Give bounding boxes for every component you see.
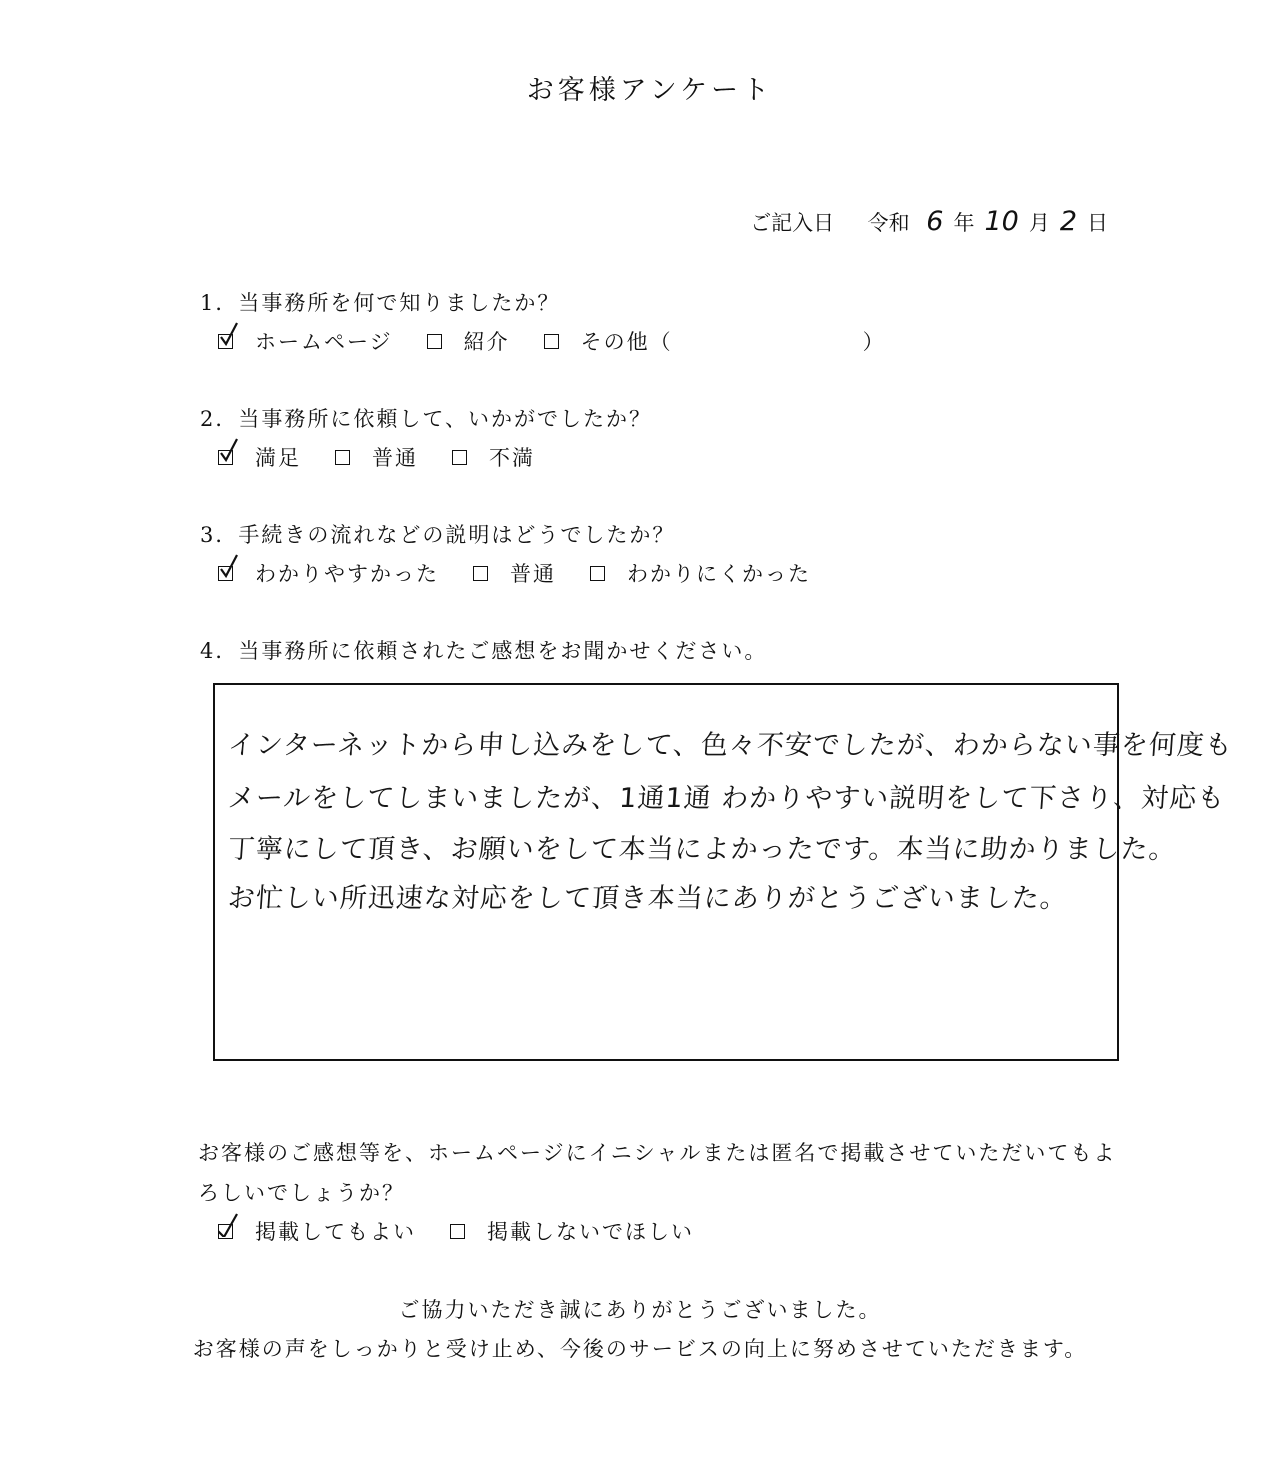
question-2-options	[218, 442, 535, 472]
checkbox-checked[interactable]	[218, 1224, 233, 1239]
option-label: わかりやすかった	[255, 562, 439, 586]
option-homepage[interactable]	[218, 326, 393, 356]
checkbox[interactable]	[335, 450, 350, 465]
option-normal[interactable]	[335, 442, 418, 472]
option-label: その他（	[580, 330, 673, 354]
checkbox[interactable]	[452, 450, 467, 465]
checkbox[interactable]	[590, 566, 605, 581]
checkbox[interactable]	[427, 334, 442, 349]
option-label: 掲載しないでほしい	[487, 1220, 694, 1244]
question-2: 2．当事務所に依頼して、いかがでしたか？	[200, 407, 652, 431]
handwritten-answer-line: メールをしてしまいましたが、1通1通 わかりやすい説明をして下さり、対応も	[226, 783, 1227, 814]
option-label: 普通	[372, 446, 418, 470]
date-year-unit: 年	[953, 211, 975, 235]
date-day-handwritten: 2	[1059, 206, 1077, 237]
form-title: お客様アンケート	[526, 75, 774, 106]
option-referral[interactable]	[427, 326, 510, 356]
option-other[interactable]	[544, 326, 886, 356]
option-label: 不満	[489, 446, 535, 470]
publish-options	[218, 1216, 694, 1246]
option-publish-no[interactable]	[450, 1216, 694, 1246]
option-label: 紹介	[463, 330, 510, 354]
closing-message: お客様の声をしっかりと受け止め、今後のサービスの向上に努めさせていただきます。	[192, 1337, 1088, 1361]
thanks-message: ご協力いただき誠にありがとうございました。	[398, 1298, 882, 1322]
handwritten-answer-line: 丁寧にして頂き、お願いをして本当によかったです。本当に助かりました。	[226, 834, 1178, 865]
option-label: わかりにくかった	[627, 562, 811, 586]
option-label-close: ）	[862, 330, 886, 354]
entry-date	[750, 206, 1108, 237]
date-month-unit: 月	[1028, 211, 1050, 235]
option-label: 普通	[510, 562, 556, 586]
publish-question-line-1: お客様のご感想等を、ホームページにイニシャルまたは匿名で掲載させていただいてもよ	[198, 1141, 1117, 1165]
date-month-handwritten: 10	[984, 206, 1019, 237]
checkbox[interactable]	[450, 1224, 465, 1239]
option-label: ホームページ	[255, 330, 393, 354]
option-hard[interactable]	[590, 558, 811, 588]
checkbox[interactable]	[473, 566, 488, 581]
date-day-unit: 日	[1087, 211, 1108, 235]
question-3-options	[218, 558, 811, 588]
checkbox[interactable]	[544, 334, 559, 349]
option-dissatisfied[interactable]	[452, 442, 535, 472]
checkbox-checked[interactable]	[218, 334, 233, 349]
publish-question-line-2: ろしいでしょうか？	[198, 1181, 405, 1205]
checkmark-icon	[218, 321, 240, 347]
option-easy[interactable]	[218, 558, 439, 588]
question-3: 3．手続きの流れなどの説明はどうでしたか？	[200, 523, 676, 547]
checkbox-checked[interactable]	[218, 450, 233, 465]
question-1: 1．当事務所を何で知りましたか？	[200, 291, 561, 315]
option-publish-ok[interactable]	[218, 1216, 416, 1246]
date-label: ご記入日	[750, 211, 835, 235]
question-4: 4．当事務所に依頼されたご感想をお聞かせください。	[200, 639, 768, 663]
checkbox-checked[interactable]	[218, 566, 233, 581]
handwritten-answer-line: お忙しい所迅速な対応をして頂き本当にありがとうございました。	[226, 883, 1069, 914]
option-label: 満足	[255, 446, 301, 470]
checkmark-icon	[218, 553, 240, 579]
question-1-options	[218, 326, 886, 356]
date-year-handwritten: 6	[926, 206, 944, 237]
option-label: 掲載してもよい	[255, 1220, 416, 1244]
date-era: 令和	[867, 211, 910, 235]
option-satisfied[interactable]	[218, 442, 301, 472]
option-normal[interactable]	[473, 558, 556, 588]
handwritten-answer-line: インターネットから申し込みをして、色々不安でしたが、わからない事を何度も	[226, 730, 1234, 761]
checkmark-icon	[218, 1211, 240, 1237]
checkmark-icon	[218, 437, 240, 463]
